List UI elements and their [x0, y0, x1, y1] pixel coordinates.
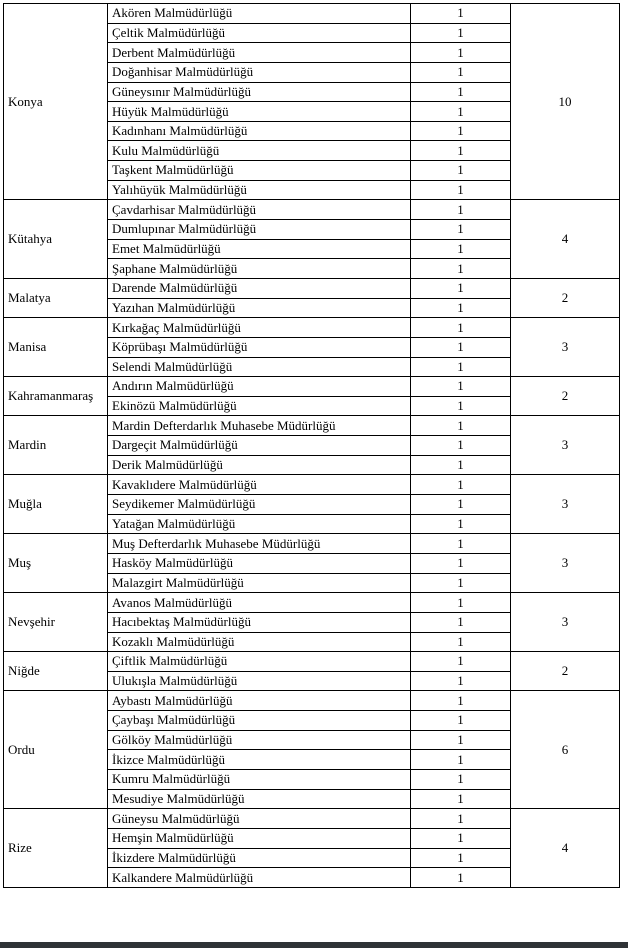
bottom-scrollbar	[0, 942, 628, 948]
count-cell: 1	[411, 789, 511, 809]
count-cell: 1	[411, 62, 511, 82]
province-total-cell: 2	[511, 377, 620, 416]
province-cell: Ordu	[4, 691, 108, 809]
office-name-cell: Derbent Malmüdürlüğü	[108, 43, 411, 63]
count-cell: 1	[411, 475, 511, 495]
office-name-cell: Malazgirt Malmüdürlüğü	[108, 573, 411, 593]
table-row	[4, 534, 620, 554]
province-cell: Kütahya	[4, 200, 108, 279]
province-total-cell: 4	[511, 200, 620, 279]
office-name-cell: Dargeçit Malmüdürlüğü	[108, 436, 411, 456]
office-name-cell: Kulu Malmüdürlüğü	[108, 141, 411, 161]
table-row	[4, 593, 620, 613]
count-cell: 1	[411, 298, 511, 318]
count-cell: 1	[411, 161, 511, 181]
table-row	[4, 652, 620, 672]
count-cell: 1	[411, 652, 511, 672]
office-name-cell: Derik Malmüdürlüğü	[108, 455, 411, 475]
office-name-cell: Güneysınır Malmüdürlüğü	[108, 82, 411, 102]
province-cell: Mardin	[4, 416, 108, 475]
office-name-cell: Darende Malmüdürlüğü	[108, 278, 411, 298]
office-name-cell: Muş Defterdarlık Muhasebe Müdürlüğü	[108, 534, 411, 554]
office-name-cell: Emet Malmüdürlüğü	[108, 239, 411, 259]
count-cell: 1	[411, 730, 511, 750]
office-name-cell: Çaybaşı Malmüdürlüğü	[108, 711, 411, 731]
count-cell: 1	[411, 259, 511, 279]
count-cell: 1	[411, 436, 511, 456]
province-cell: Manisa	[4, 318, 108, 377]
office-name-cell: Gölköy Malmüdürlüğü	[108, 730, 411, 750]
office-name-cell: Şaphane Malmüdürlüğü	[108, 259, 411, 279]
office-name-cell: Aybastı Malmüdürlüğü	[108, 691, 411, 711]
table-row	[4, 809, 620, 829]
office-name-cell: Kadınhanı Malmüdürlüğü	[108, 121, 411, 141]
count-cell: 1	[411, 769, 511, 789]
office-name-cell: Kalkandere Malmüdürlüğü	[108, 868, 411, 888]
count-cell: 1	[411, 416, 511, 436]
count-cell: 1	[411, 82, 511, 102]
office-name-cell: Güneysu Malmüdürlüğü	[108, 809, 411, 829]
count-cell: 1	[411, 23, 511, 43]
count-cell: 1	[411, 357, 511, 377]
office-name-cell: Çeltik Malmüdürlüğü	[108, 23, 411, 43]
office-name-cell: Selendi Malmüdürlüğü	[108, 357, 411, 377]
province-cell: Malatya	[4, 278, 108, 317]
office-table-body	[4, 4, 620, 888]
office-name-cell: Mardin Defterdarlık Muhasebe Müdürlüğü	[108, 416, 411, 436]
table-row	[4, 691, 620, 711]
count-cell: 1	[411, 278, 511, 298]
table-row	[4, 200, 620, 220]
office-name-cell: Mesudiye Malmüdürlüğü	[108, 789, 411, 809]
count-cell: 1	[411, 102, 511, 122]
province-total-cell: 6	[511, 691, 620, 809]
count-cell: 1	[411, 711, 511, 731]
province-total-cell: 3	[511, 534, 620, 593]
office-name-cell: Ulukışla Malmüdürlüğü	[108, 671, 411, 691]
count-cell: 1	[411, 691, 511, 711]
count-cell: 1	[411, 121, 511, 141]
table-row	[4, 278, 620, 298]
province-cell: Muş	[4, 534, 108, 593]
count-cell: 1	[411, 141, 511, 161]
office-name-cell: Hacıbektaş Malmüdürlüğü	[108, 612, 411, 632]
office-name-cell: Doğanhisar Malmüdürlüğü	[108, 62, 411, 82]
office-name-cell: Kozaklı Malmüdürlüğü	[108, 632, 411, 652]
table-row	[4, 475, 620, 495]
count-cell: 1	[411, 593, 511, 613]
office-name-cell: Hasköy Malmüdürlüğü	[108, 553, 411, 573]
count-cell: 1	[411, 750, 511, 770]
province-total-cell: 3	[511, 475, 620, 534]
office-name-cell: Akören Malmüdürlüğü	[108, 4, 411, 24]
count-cell: 1	[411, 43, 511, 63]
office-name-cell: İkizce Malmüdürlüğü	[108, 750, 411, 770]
office-table	[3, 3, 620, 888]
count-cell: 1	[411, 200, 511, 220]
office-name-cell: Çavdarhisar Malmüdürlüğü	[108, 200, 411, 220]
count-cell: 1	[411, 671, 511, 691]
office-name-cell: Seydikemer Malmüdürlüğü	[108, 495, 411, 515]
office-name-cell: Çiftlik Malmüdürlüğü	[108, 652, 411, 672]
province-cell: Nevşehir	[4, 593, 108, 652]
count-cell: 1	[411, 612, 511, 632]
count-cell: 1	[411, 239, 511, 259]
count-cell: 1	[411, 495, 511, 515]
count-cell: 1	[411, 809, 511, 829]
office-name-cell: İkizdere Malmüdürlüğü	[108, 848, 411, 868]
office-name-cell: Hüyük Malmüdürlüğü	[108, 102, 411, 122]
office-name-cell: Kırkağaç Malmüdürlüğü	[108, 318, 411, 338]
count-cell: 1	[411, 828, 511, 848]
count-cell: 1	[411, 220, 511, 240]
count-cell: 1	[411, 180, 511, 200]
count-cell: 1	[411, 632, 511, 652]
count-cell: 1	[411, 848, 511, 868]
province-total-cell: 10	[511, 4, 620, 200]
office-name-cell: Köprübaşı Malmüdürlüğü	[108, 337, 411, 357]
office-name-cell: Yazıhan Malmüdürlüğü	[108, 298, 411, 318]
table-row	[4, 416, 620, 436]
province-cell: Rize	[4, 809, 108, 888]
province-cell: Muğla	[4, 475, 108, 534]
count-cell: 1	[411, 514, 511, 534]
office-name-cell: Yalıhüyük Malmüdürlüğü	[108, 180, 411, 200]
count-cell: 1	[411, 318, 511, 338]
office-name-cell: Ekinözü Malmüdürlüğü	[108, 396, 411, 416]
province-total-cell: 2	[511, 652, 620, 691]
count-cell: 1	[411, 455, 511, 475]
province-total-cell: 3	[511, 318, 620, 377]
province-total-cell: 3	[511, 593, 620, 652]
count-cell: 1	[411, 396, 511, 416]
table-row	[4, 318, 620, 338]
count-cell: 1	[411, 868, 511, 888]
count-cell: 1	[411, 534, 511, 554]
office-name-cell: Kumru Malmüdürlüğü	[108, 769, 411, 789]
count-cell: 1	[411, 4, 511, 24]
count-cell: 1	[411, 573, 511, 593]
office-name-cell: Avanos Malmüdürlüğü	[108, 593, 411, 613]
province-cell: Konya	[4, 4, 108, 200]
table-row	[4, 377, 620, 397]
province-total-cell: 3	[511, 416, 620, 475]
office-name-cell: Taşkent Malmüdürlüğü	[108, 161, 411, 181]
office-name-cell: Kavaklıdere Malmüdürlüğü	[108, 475, 411, 495]
province-cell: Niğde	[4, 652, 108, 691]
count-cell: 1	[411, 337, 511, 357]
office-name-cell: Andırın Malmüdürlüğü	[108, 377, 411, 397]
office-name-cell: Dumlupınar Malmüdürlüğü	[108, 220, 411, 240]
province-total-cell: 2	[511, 278, 620, 317]
province-cell: Kahramanmaraş	[4, 377, 108, 416]
office-name-cell: Hemşin Malmüdürlüğü	[108, 828, 411, 848]
office-name-cell: Yatağan Malmüdürlüğü	[108, 514, 411, 534]
province-total-cell: 4	[511, 809, 620, 888]
count-cell: 1	[411, 553, 511, 573]
table-row	[4, 4, 620, 24]
count-cell: 1	[411, 377, 511, 397]
